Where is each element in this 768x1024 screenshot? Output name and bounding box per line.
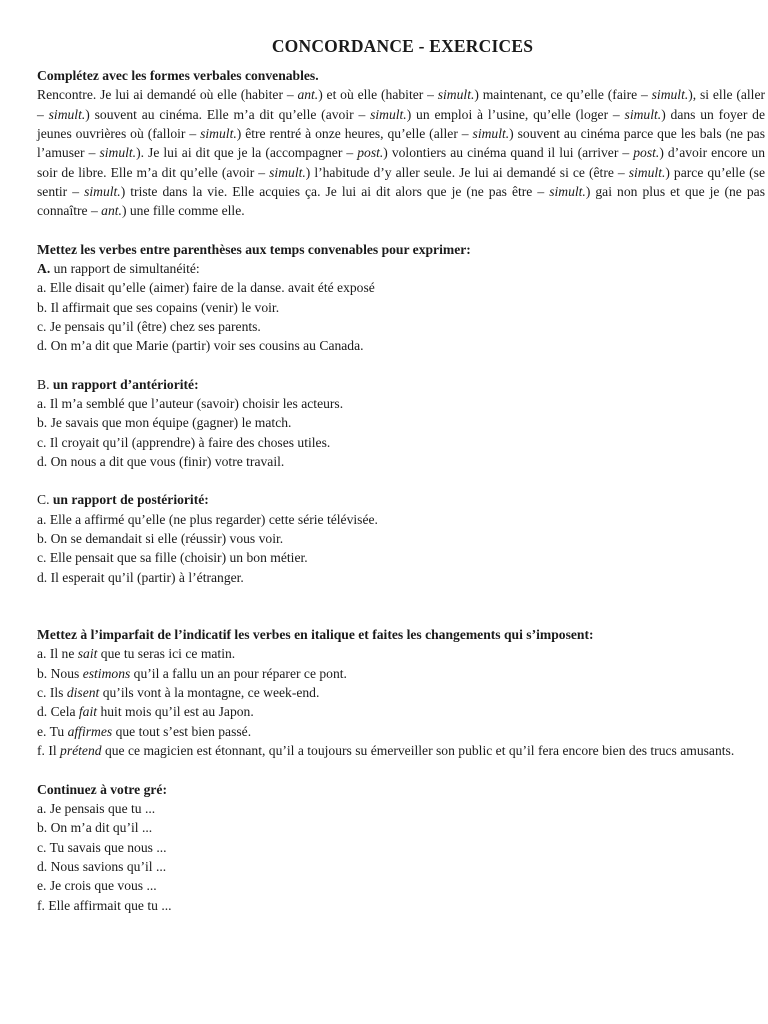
- exercise-3-item-italic-segment: affirmes: [67, 723, 113, 739]
- exercise-1-segment: ) maintenant, ce qu’elle (faire –: [474, 87, 652, 103]
- page-title: CONCORDANCE - EXERCICES: [271, 36, 534, 56]
- exercise-1-segment: ) triste dans la vie. Elle acquies ça. Je lui ai dit alors que je (ne pas être –: [120, 184, 550, 200]
- list-item: b. Il affirmait que ses copains (venir) le voir.: [37, 299, 280, 315]
- list-item: a. Elle disait qu’elle (aimer) faire de la danse. avait été exposé: [37, 280, 375, 296]
- exercise-3-item-segment: que tu seras ici ce matin.: [97, 646, 236, 662]
- exercise-1-segment: ) l’habitude d’y aller seule. Je lui ai demandé si ce (être –: [305, 164, 629, 180]
- exercise-1-italic-segment: simult.: [269, 164, 306, 180]
- group-c-text: un rapport de postériorité:: [49, 492, 209, 508]
- group-c-key: C.: [37, 492, 50, 508]
- spacer: [37, 587, 768, 625]
- list-item: e. Je crois que vous ...: [37, 878, 157, 894]
- list-item: b. Je savais que mon équipe (gagner) le match.: [37, 415, 292, 431]
- exercise-1: [37, 66, 768, 221]
- exercise-3-item-segment: f. Il: [37, 743, 61, 759]
- list-item: c. Tu savais que nous ...: [37, 839, 167, 855]
- exercise-1-segment: ) être rentré à onze heures, qu’elle (aller –: [236, 125, 473, 141]
- list-item: d. On nous a dit que vous (finir) votre travail.: [37, 454, 285, 470]
- spacer: [37, 471, 768, 490]
- list-item: [37, 722, 768, 741]
- exercise-1-italic-segment: simult.: [624, 106, 662, 122]
- exercise-1-heading: Complétez avec les formes verbales convenables.: [37, 68, 319, 83]
- spacer: [37, 221, 768, 240]
- exercise-1-italic-segment: ant.: [101, 203, 122, 219]
- exercise-1-italic-segment: simult.: [628, 164, 666, 180]
- exercise-4: [37, 780, 768, 915]
- exercise-3-item-segment: qu’ils vont à la montagne, ce week-end.: [99, 685, 320, 701]
- list-item: a. Je pensais que tu ...: [37, 800, 156, 816]
- exercise-1-italic-segment: simult.: [549, 184, 586, 200]
- exercise-1-segment: ) parce qu’elle (se sentir –: [37, 164, 765, 200]
- exercise-1-segment: ) souvent au cinéma. Elle m’a dit qu’elle (avoir –: [85, 106, 371, 122]
- exercise-1-segment: ) volontiers au cinéma quand il lui (arriver –: [383, 145, 634, 161]
- list-item: [37, 741, 765, 760]
- exercise-1-italic-segment: simult.: [472, 125, 510, 141]
- list-item: [37, 683, 768, 702]
- group-b-text: un rapport d’antériorité:: [49, 376, 199, 392]
- exercise-1-italic-segment: post.: [357, 145, 384, 161]
- spacer: [37, 356, 768, 375]
- list-item: [37, 702, 768, 721]
- exercise-3-item-italic-segment: prétend: [60, 743, 102, 759]
- exercise-3-list: [37, 644, 768, 760]
- exercise-1-segment: ) gai non plus et que je (ne pas connaître –: [37, 184, 765, 219]
- exercise-3-item-segment: b. Nous: [37, 665, 83, 681]
- exercise-1-segment: ), si elle (aller –: [37, 87, 765, 122]
- exercise-1-segment: ) un emploi à l’usine, qu’elle (loger –: [406, 106, 625, 122]
- list-item: a. Elle a affirmé qu’elle (ne plus regarder) cette série télévisée.: [37, 511, 378, 527]
- group-b-key: B.: [37, 376, 50, 392]
- exercise-1-segment: ) souvent au cinéma parce que les bals (ne pas l’amuser –: [37, 125, 765, 161]
- exercise-1-italic-segment: ant.: [297, 87, 319, 103]
- exercise-3-item-italic-segment: estimons: [82, 665, 131, 681]
- exercise-1-segment: ) d’avoir encore un soir de libre. Elle m’a dit qu’elle (avoir –: [37, 145, 766, 180]
- exercise-3-item-segment: d. Cela: [37, 704, 79, 720]
- list-item: [37, 644, 768, 663]
- group-a-text: un rapport de simultanéité:: [50, 261, 200, 276]
- exercise-3-heading: Mettez à l’imparfait de l’indicatif les verbes en italique et faites les changements qui s’imposent:: [37, 627, 594, 643]
- exercise-1-italic-segment: simult.: [200, 125, 237, 141]
- list-item: c. Elle pensait que sa fille (choisir) un bon métier.: [37, 550, 308, 566]
- list-item: a. Il m’a semblé que l’auteur (savoir) choisir les acteurs.: [37, 396, 344, 412]
- exercise-1-segment: ) une fille comme elle.: [121, 203, 245, 219]
- exercise-3-item-italic-segment: fait: [78, 704, 98, 720]
- list-item: [37, 664, 768, 683]
- list-item: c. Je pensais qu’il (être) chez ses parents.: [37, 319, 261, 335]
- list-item: d. On m’a dit que Marie (partir) voir ses cousins au Canada.: [37, 338, 364, 354]
- exercise-2: [37, 240, 768, 587]
- list-item: d. Il esperait qu’il (partir) à l’étranger.: [37, 569, 244, 585]
- exercise-3-item-segment: e. Tu: [37, 723, 68, 739]
- group-a-key: A.: [37, 261, 51, 276]
- exercise-1-segment: ). Je lui ai dit que je la (accompagner –: [136, 145, 358, 161]
- list-item: d. Nous savions qu’il ...: [37, 858, 167, 874]
- exercise-1-italic-segment: simult.: [48, 106, 86, 122]
- exercise-3-item-segment: qu’il a fallu un an pour réparer ce pont.: [130, 665, 347, 681]
- exercise-1-italic-segment: simult.: [651, 87, 689, 103]
- exercise-1-italic-segment: simult.: [370, 106, 407, 122]
- exercise-1-italic-segment: simult.: [99, 145, 137, 161]
- list-item: c. Il croyait qu’il (apprendre) à faire des choses utiles.: [37, 434, 331, 450]
- exercise-1-text: [37, 85, 765, 220]
- exercise-3-item-italic-segment: disent: [66, 685, 100, 701]
- exercise-1-segment: ) et où elle (habiter –: [318, 87, 438, 103]
- exercise-1-segment: ) dans un foyer de jeunes ouvrières où (falloir –: [37, 106, 765, 141]
- group-a-label: [37, 259, 768, 278]
- spacer: [37, 761, 768, 780]
- group-c-label: [37, 490, 768, 509]
- exercise-1-italic-segment: simult.: [437, 87, 475, 103]
- exercise-3-item-segment: que tout s’est bien passé.: [112, 723, 252, 739]
- group-b-label: [37, 375, 768, 394]
- list-item: b. On m’a dit qu’il ...: [37, 820, 153, 836]
- exercise-4-heading: Continuez à votre gré:: [37, 781, 167, 797]
- exercise-3-item-segment: c. Ils: [37, 685, 67, 701]
- exercise-3-item-segment: huit mois qu’il est au Japon.: [97, 704, 254, 720]
- exercise-3-item-segment: que ce magicien est étonnant, qu’il a toujours su émerveiller son public et qu’il fera encore bien des trucs amusants.: [101, 743, 735, 759]
- exercise-2-heading: Mettez les verbes entre parenthèses aux temps convenables pour exprimer:: [37, 241, 471, 257]
- exercise-1-segment: Rencontre. Je lui ai demandé où elle (habiter –: [37, 87, 298, 103]
- list-item: b. On se demandait si elle (réussir) vous voir.: [37, 531, 284, 547]
- list-item: f. Elle affirmait que tu ...: [37, 897, 172, 913]
- exercise-1-italic-segment: simult.: [84, 184, 121, 200]
- exercise-3: [37, 625, 768, 760]
- exercise-3-item-italic-segment: sait: [77, 646, 98, 662]
- exercise-3-item-segment: a. Il ne: [37, 646, 78, 662]
- exercise-1-italic-segment: post.: [633, 145, 660, 161]
